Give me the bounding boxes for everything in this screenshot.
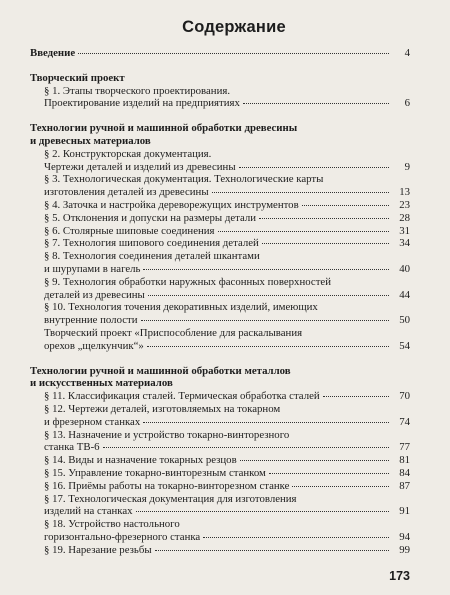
entry-page-number: 23 (399, 198, 410, 211)
section-heading: Технологии ручной и машинной обработки металлов (30, 364, 291, 377)
page-number: 173 (389, 569, 410, 583)
entry-page-number: 40 (399, 262, 410, 275)
entry-page-number: 91 (399, 505, 410, 518)
toc-entry (30, 390, 410, 403)
entry-title: § 6. Столярные шиповые соединения (44, 224, 215, 237)
entry-page-number: 81 (399, 454, 410, 467)
entry-page-number: 4 (404, 47, 410, 59)
toc-entry (30, 493, 410, 519)
dot-leader (78, 52, 389, 54)
entry-line (30, 314, 410, 327)
section-heading: Творческий проект (30, 71, 125, 84)
entry-page-number: 87 (399, 479, 410, 492)
entry-title: § 14. Виды и назначение токарных резцов (44, 454, 237, 467)
entry-title: и шурупами в нагель (44, 262, 141, 275)
entry-page-number: 50 (399, 314, 410, 327)
entry-line (30, 340, 410, 353)
toc-entry (30, 518, 410, 544)
toc-entry (30, 429, 410, 455)
toc-entry (30, 327, 410, 353)
entry-title: § 5. Отклонения и допуски на размеры детали (44, 211, 257, 224)
toc-section (30, 122, 410, 352)
entry-title: Введение (30, 47, 76, 59)
entry-title: Чертежи деталей и изделий из древесины (44, 160, 236, 173)
entry-line (30, 97, 410, 110)
entry-title: внутренние полости (44, 314, 138, 327)
toc-entry (30, 173, 410, 199)
toc-section (30, 72, 410, 110)
dot-leader (212, 191, 389, 193)
entry-title: § 4. Заточка и настройка дереворежущих инструментов (44, 198, 299, 211)
entry-line (30, 467, 410, 480)
entry-title: изготовления деталей из древесины (44, 186, 209, 199)
entry-text-line: § 18. Устройство настольного (44, 518, 180, 531)
entry-line (30, 289, 410, 302)
entry-text-line: § 9. Технология обработки наружных фасонных поверхностей (44, 275, 331, 288)
entry-text-line: § 8. Технология соединения деталей шкантами (44, 250, 260, 263)
toc-entry (30, 225, 410, 238)
entry-title: § 7. Технология шипового соединения деталей (44, 237, 259, 250)
entry-page-number: 31 (399, 224, 410, 237)
entry-text-line: Творческий проект «Приспособление для раскалывания (44, 326, 303, 339)
entry-line (30, 199, 410, 212)
toc-section (30, 47, 410, 60)
entry-page-number: 74 (399, 415, 410, 428)
entry-line (30, 161, 410, 174)
section-heading: Технологии ручной и машинной обработки древесины (30, 122, 298, 135)
dot-leader (155, 549, 389, 551)
entry-page-number: 70 (399, 390, 410, 403)
entry-line (30, 416, 410, 429)
section-heading: и древесных материалов (30, 134, 151, 147)
entry-title: горизонтально-фрезерного станка (44, 530, 201, 543)
dot-leader (292, 485, 389, 487)
entry-line (30, 441, 410, 454)
entry-title: § 11. Классификация сталей. Термическая обработка сталей (44, 390, 320, 403)
entry-title: станка ТВ-6 (44, 441, 100, 454)
toc-entry (30, 467, 410, 480)
entry-line (30, 390, 410, 403)
dot-leader (259, 217, 389, 219)
entry-text-line: § 13. Назначение и устройство токарно-винторезного (44, 428, 290, 441)
entry-text-line: § 17. Технологическая документация для изготовления (44, 492, 297, 505)
toc-entry (30, 47, 410, 60)
section-heading: и искусственных материалов (30, 377, 173, 390)
entry-page-number: 28 (399, 211, 410, 224)
dot-leader (141, 319, 389, 321)
entry-page-number: 9 (404, 160, 410, 173)
entry-title: изделий на станках (44, 505, 133, 518)
dot-leader (302, 204, 389, 206)
dot-leader (103, 446, 389, 448)
dot-leader (218, 230, 389, 232)
entry-text-line: § 12. Чертежи деталей, изготовляемых на токарном (44, 402, 281, 415)
toc-entry (30, 199, 410, 212)
entry-line (30, 505, 410, 518)
dot-leader (239, 166, 389, 168)
entry-line (30, 225, 410, 238)
entry-page-number: 34 (399, 237, 410, 250)
entry-text-line: § 1. Этапы творческого проектирования. (44, 84, 231, 97)
entry-page-number: 77 (399, 441, 410, 454)
dot-leader (203, 536, 389, 538)
dot-leader (262, 242, 389, 244)
dot-leader (323, 395, 389, 397)
toc-entry (30, 301, 410, 327)
entry-line (30, 263, 410, 276)
toc-entry (30, 403, 410, 429)
entry-page-number: 13 (399, 186, 410, 199)
toc-entry (30, 480, 410, 493)
toc-entry (30, 276, 410, 302)
dot-leader (136, 510, 389, 512)
dot-leader (243, 102, 389, 104)
entry-line (30, 212, 410, 225)
dot-leader (240, 459, 389, 461)
entry-line (30, 531, 410, 544)
entry-line (30, 237, 410, 250)
entry-title: § 15. Управление токарно-винторезным станком (44, 466, 266, 479)
entry-title: § 16. Приёмы работы на токарно-винторезном станке (44, 479, 290, 492)
entry-page-number: 99 (399, 543, 410, 556)
entry-text-line: § 10. Технология точения декоративных изделий, имеющих (44, 301, 318, 314)
entry-title: Проектирование изделий на предприятиях (44, 97, 240, 110)
entry-page-number: 6 (404, 97, 410, 110)
toc-entry (30, 85, 410, 111)
entry-line (30, 47, 410, 60)
dot-leader (148, 294, 389, 296)
entry-text-line: § 3. Технологическая документация. Технологические карты (44, 173, 324, 186)
entry-page-number: 44 (399, 288, 410, 301)
entry-title: орехов „щелкунчик“» (44, 339, 144, 352)
dot-leader (143, 268, 389, 270)
dot-leader (147, 345, 389, 347)
entry-title: § 19. Нарезание резьбы (44, 543, 152, 556)
entry-title: и фрезерном станках (44, 415, 141, 428)
entry-page-number: 84 (399, 466, 410, 479)
toc-entry (30, 212, 410, 225)
toc-entry (30, 544, 410, 557)
toc-entry (30, 237, 410, 250)
entry-page-number: 94 (399, 530, 410, 543)
entry-text-line: § 2. Конструкторская документация. (44, 147, 212, 160)
toc-entry (30, 148, 410, 174)
entry-page-number: 54 (399, 339, 410, 352)
dot-leader (269, 472, 389, 474)
toc-entry (30, 454, 410, 467)
entry-title: деталей из древесины (44, 288, 145, 301)
entry-line (30, 544, 410, 557)
entry-line (30, 480, 410, 493)
page-title: Содержание (182, 18, 286, 36)
toc-entry (30, 250, 410, 276)
entry-line (30, 186, 410, 199)
table-of-contents (30, 47, 410, 556)
dot-leader (143, 421, 389, 423)
toc-section (30, 365, 410, 557)
entry-line (30, 454, 410, 467)
